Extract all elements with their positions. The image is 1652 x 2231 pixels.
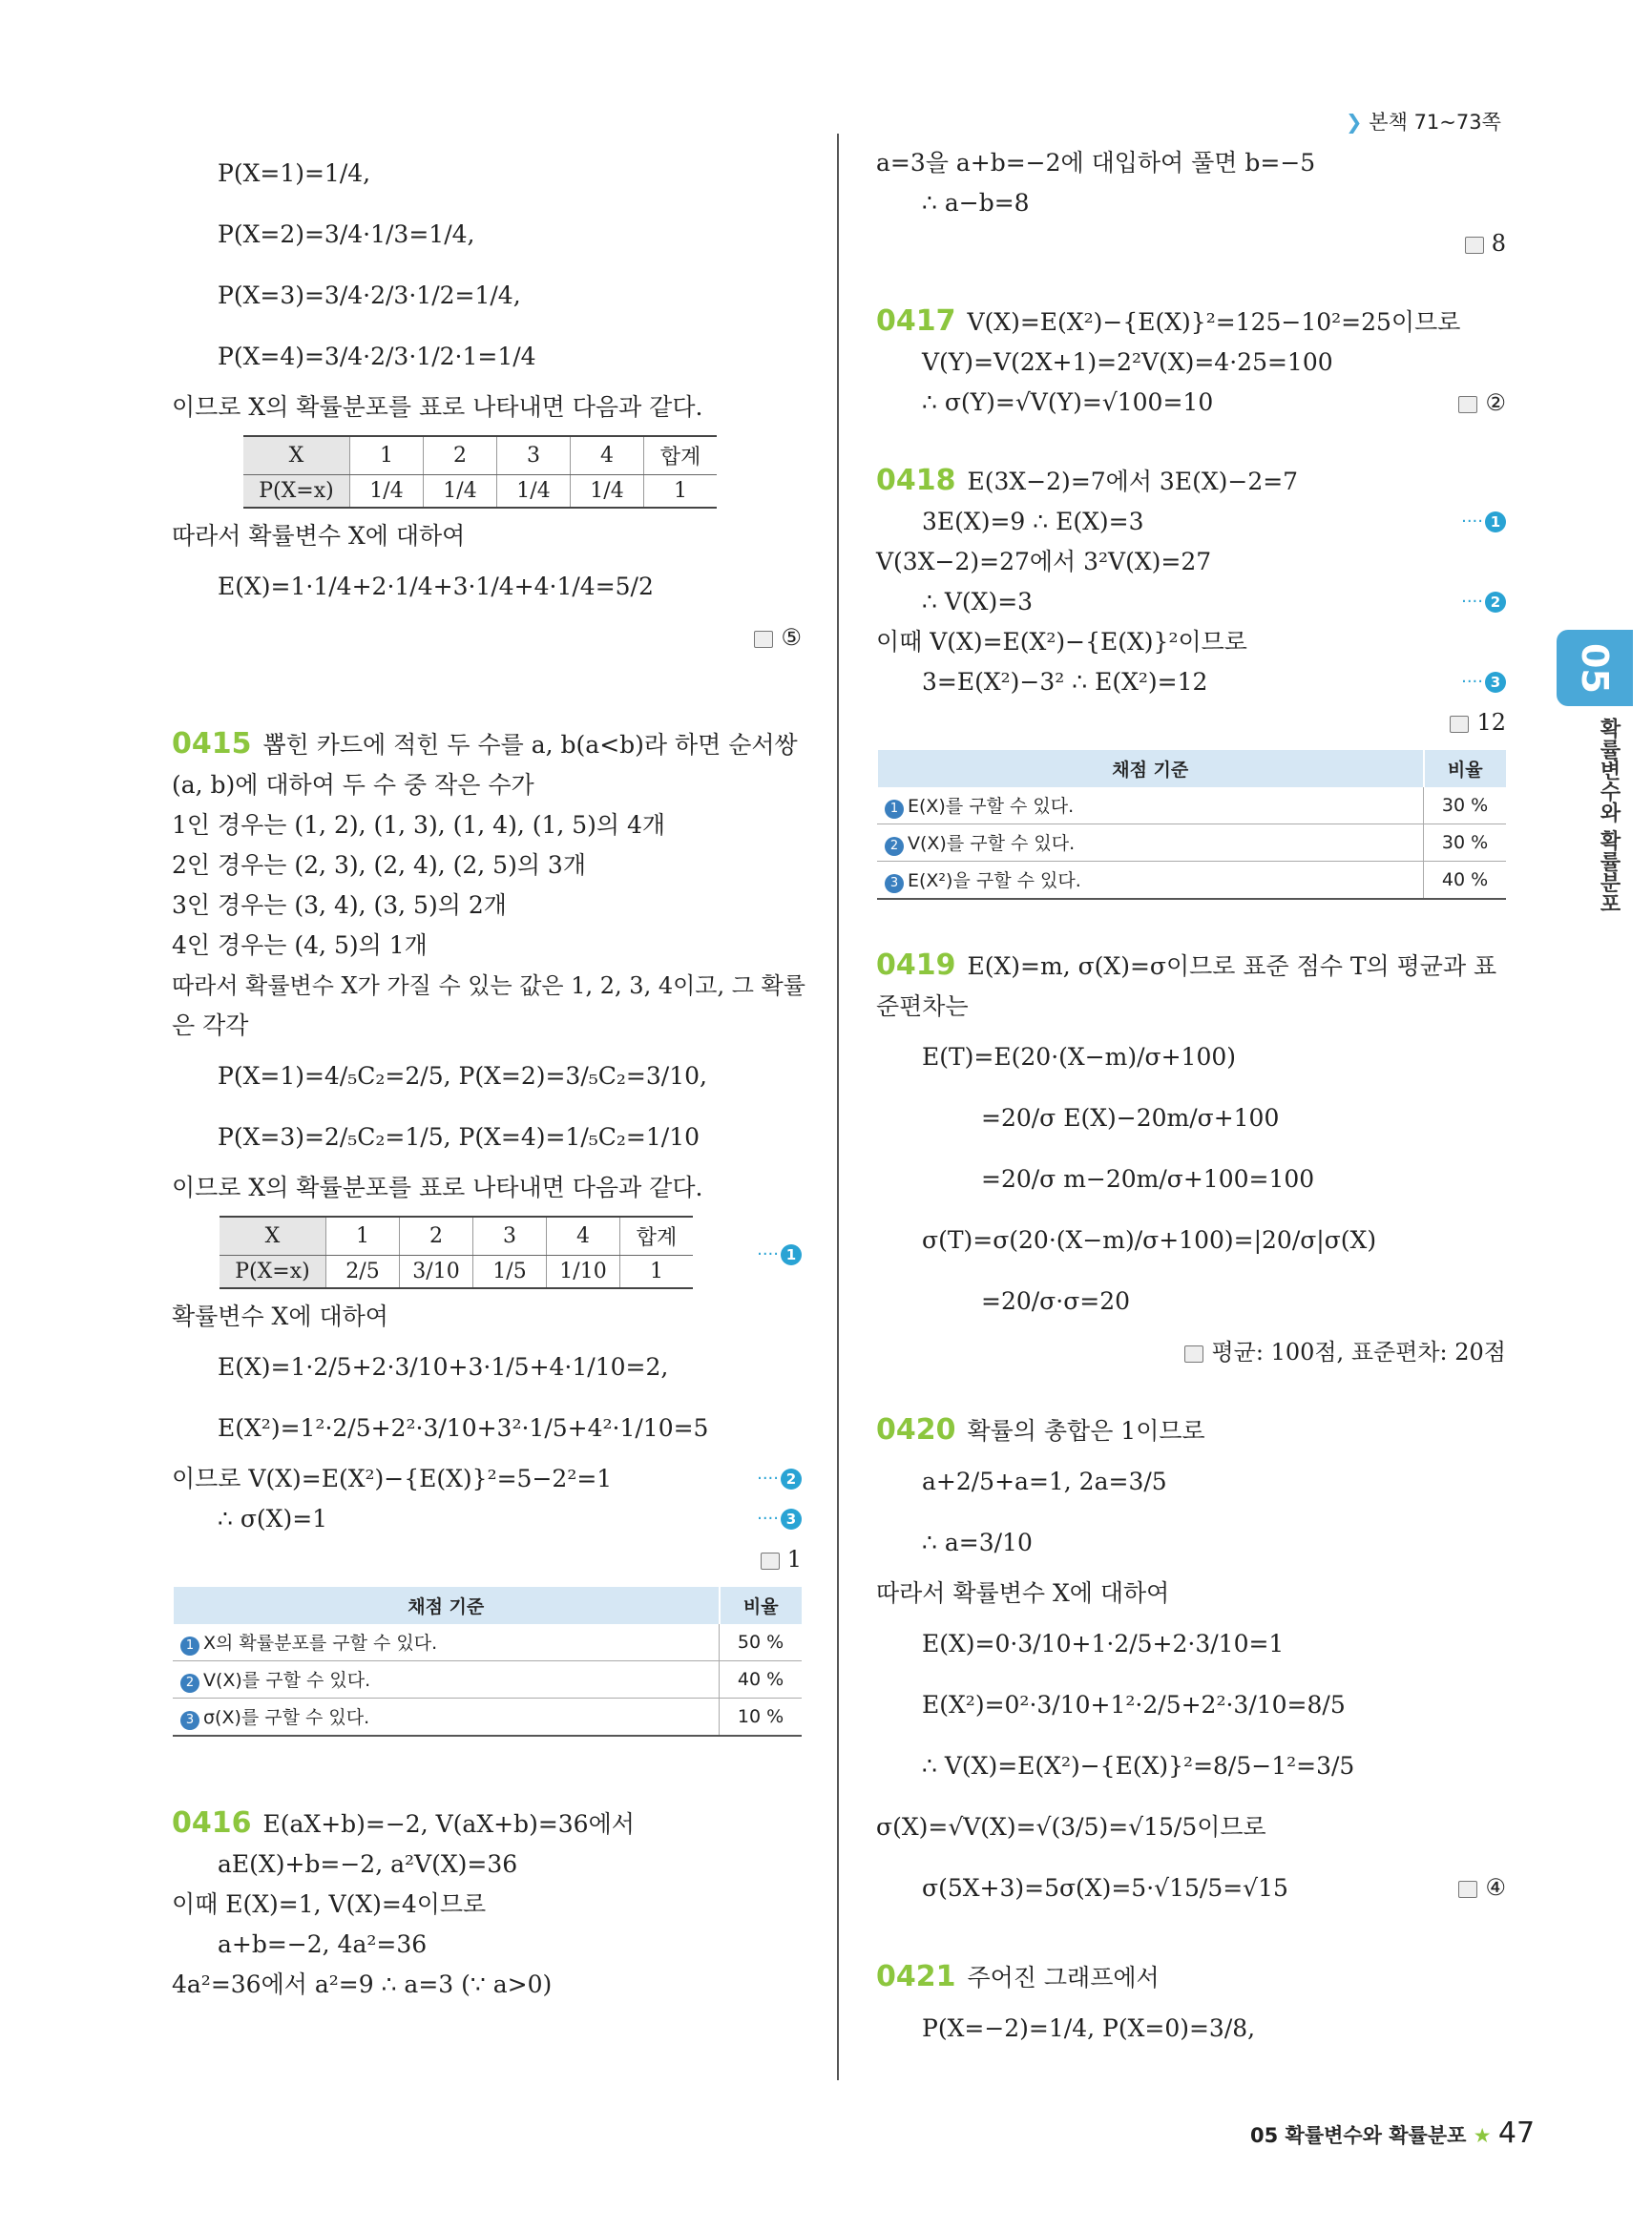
problem-number: 0416 (172, 1806, 252, 1840)
text-line: 이므로 X의 확률분포를 표로 나타내면 다음과 같다. (172, 1174, 703, 1201)
table-cell: 3 (497, 436, 571, 475)
grading-table: 채점 기준 비율 1 E(X)를 구할 수 있다. 30 % 2 V(X)를 구할 수 있다. 30 % 3 E(X²)을 구할 수 있다. 40 % (876, 750, 1506, 900)
text-line: E(aX+b)=−2, V(aX+b)=36에서 (262, 1810, 635, 1838)
column-divider (837, 134, 839, 2080)
problem-number: 0417 (876, 304, 956, 338)
answer: ④ (1458, 1867, 1506, 1908)
eq-line: 3=E(X²)−3² ∴ E(X²)=12 (922, 668, 1208, 696)
table-cell: 1 (620, 1256, 694, 1289)
answer-icon (1458, 396, 1477, 413)
text-line: 2인 경우는 (2, 3), (2, 4), (2, 5)의 3개 (172, 851, 586, 879)
text-line: V(X)=E(X²)−{E(X)}²=125−10²=25이므로 (967, 308, 1461, 336)
table-cell: 3 (473, 1217, 547, 1256)
grading-item: 2 V(X)를 구할 수 있다. (173, 1661, 720, 1699)
answer: 8 (876, 223, 1506, 263)
text-line: 확률변수 X에 대하여 (172, 1303, 388, 1330)
distribution-table (220, 1216, 693, 1289)
eq-line: V(Y)=V(2X+1)=2²V(X)=4·25=100 (922, 348, 1333, 376)
eq-line: =20/σ m−20m/σ+100=100 (981, 1165, 1315, 1193)
step-marker-2: ···· 2 (1461, 582, 1506, 622)
eq-line: P(X=4)=3/4·2/3·1/2·1=1/4 (218, 343, 536, 370)
eq-line: ∴ σ(X)=1 (218, 1505, 328, 1533)
table-cell: 4 (571, 436, 644, 475)
text-line: 따라서 확률변수 X가 가질 수 있는 값은 1, 2, 3, 4이고, 그 확률 (172, 972, 805, 999)
page-footer (1250, 2116, 1535, 2150)
eq-line: P(X=2)=3/4·1/3=1/4, (218, 220, 475, 248)
eq-line: σ(T)=σ(20·(X−m)/σ+100)=|20/σ|σ(X) (922, 1226, 1377, 1254)
table-cell: 3/10 (400, 1256, 473, 1289)
text-line: 1인 경우는 (1, 2), (1, 3), (1, 4), (1, 5)의 4개 (172, 811, 666, 839)
table-cell: 1 (326, 1217, 400, 1256)
answer-icon (1458, 1881, 1477, 1898)
grading-item: 3 E(X²)을 구할 수 있다. (877, 862, 1424, 900)
answer-icon (1184, 1345, 1203, 1363)
chapter-tab (1557, 630, 1652, 916)
eq-line: E(X)=1·1/4+2·1/4+3·1/4+4·1/4=5/2 (218, 573, 654, 600)
step-marker-1: ···· 1 (1461, 502, 1506, 542)
eq-line: ∴ a−b=8 (922, 189, 1030, 217)
text-line: (a, b)에 대하여 두 수 중 작은 수가 (172, 771, 534, 799)
problem-number: 0418 (876, 464, 956, 497)
text-line: 주어진 그래프에서 (967, 1964, 1160, 1991)
text-line: 이때 V(X)=E(X²)−{E(X)}²이므로 (876, 628, 1247, 656)
table-cell: 1/5 (473, 1256, 547, 1289)
eq-line: aE(X)+b=−2, a²V(X)=36 (218, 1850, 518, 1878)
table-cell: 합계 (644, 436, 718, 475)
table-cell: P(X=x) (243, 475, 350, 509)
circle-number-icon: 2 (885, 837, 904, 856)
eq-line: ∴ V(X)=E(X²)−{E(X)}²=8/5−1²=3/5 (922, 1752, 1355, 1780)
header-pages: 71~73쪽 (1413, 111, 1501, 134)
text-line: 따라서 확률변수 X에 대하여 (876, 1579, 1170, 1607)
chevron-right-icon: ❯ (1346, 111, 1363, 134)
eq-line: σ(5X+3)=5σ(X)=5·√15/5=√15 (922, 1874, 1288, 1902)
answer: 1 (172, 1539, 802, 1579)
eq-line: P(X=1)=1/4, (218, 159, 371, 187)
distribution-table (243, 435, 717, 509)
eq-line: E(X²)=0²·3/10+1²·2/5+2²·3/10=8/5 (922, 1691, 1346, 1719)
eq-line: ∴ V(X)=3 (922, 588, 1034, 615)
table-cell: X (220, 1217, 326, 1256)
text-line: 은 각각 (172, 1011, 249, 1039)
text-line: V(3X−2)=27에서 3²V(X)=27 (876, 548, 1212, 575)
eq-line: 이므로 V(X)=E(X²)−{E(X)}²=5−2²=1 (172, 1465, 613, 1492)
problem-number: 0421 (876, 1960, 956, 1993)
text-line: 뽑힌 카드에 적힌 두 수를 a, b(a<b)라 하면 순서쌍 (262, 731, 798, 759)
eq-line: a+2/5+a=1, 2a=3/5 (922, 1468, 1167, 1495)
table-cell: 1 (644, 475, 718, 509)
left-column (172, 143, 805, 2005)
answer: ⑤ (172, 617, 802, 657)
right-column (876, 143, 1506, 2059)
eq-line: P(X=3)=2/₅C₂=1/5, P(X=4)=1/₅C₂=1/10 (218, 1123, 701, 1151)
eq-line: E(X)=0·3/10+1·2/5+2·3/10=1 (922, 1630, 1285, 1658)
table-cell: 2 (424, 436, 497, 475)
chapter-title: 확률변수와 확률분포 (1597, 718, 1621, 914)
answer: ② (1458, 383, 1506, 423)
table-cell: 1/4 (497, 475, 571, 509)
table-cell: 2/5 (326, 1256, 400, 1289)
eq-line: ∴ a=3/10 (922, 1529, 1033, 1556)
grading-item: 3 σ(X)를 구할 수 있다. (173, 1699, 720, 1737)
eq-line: P(X=3)=3/4·2/3·1/2=1/4, (218, 281, 521, 309)
table-cell: P(X=x) (220, 1256, 326, 1289)
step-marker-1: ···· 1 (757, 1244, 802, 1265)
step-marker-3: ···· 3 (757, 1499, 802, 1539)
table-cell: 1 (350, 436, 424, 475)
eq-line: E(X)=1·2/5+2·3/10+3·1/5+4·1/10=2, (218, 1353, 669, 1381)
text-line: E(X)=m, σ(X)=σ이므로 표준 점수 T의 평균과 표 (967, 952, 1497, 980)
eq-line: P(X=1)=4/₅C₂=2/5, P(X=2)=3/₅C₂=3/10, (218, 1062, 707, 1090)
circle-number-icon: 1 (885, 800, 904, 819)
eq-line: E(T)=E(20·(X−m)/σ+100) (922, 1043, 1237, 1071)
star-icon: ★ (1473, 2124, 1492, 2147)
page-number: 47 (1497, 2116, 1536, 2150)
answer: 12 (876, 702, 1506, 742)
text-line: 4인 경우는 (4, 5)의 1개 (172, 931, 428, 959)
answer: 평균: 100점, 표준편차: 20점 (876, 1332, 1506, 1372)
eq-line: E(X²)=1²·2/5+2²·3/10+3²·1/5+4²·1/10=5 (218, 1414, 709, 1442)
chapter-number: 05 (1557, 630, 1633, 706)
table-cell: 4 (547, 1217, 620, 1256)
circle-number-icon: 2 (180, 1674, 199, 1693)
header-label: 본책 (1369, 111, 1408, 134)
text-line: 따라서 확률변수 X에 대하여 (172, 522, 466, 550)
text-line: 3인 경우는 (3, 4), (3, 5)의 2개 (172, 891, 507, 919)
eq-line: ∴ σ(Y)=√V(Y)=√100=10 (922, 388, 1214, 416)
answer-icon (1450, 716, 1469, 733)
problem-number: 0419 (876, 949, 956, 982)
table-cell: 1/4 (350, 475, 424, 509)
text-line: 준편차는 (876, 992, 969, 1020)
text-line: 이므로 X의 확률분포를 표로 나타내면 다음과 같다. (172, 393, 703, 421)
eq-line: 3E(X)=9 ∴ E(X)=3 (922, 508, 1144, 535)
table-cell: 1/10 (547, 1256, 620, 1289)
table-cell: 1/4 (571, 475, 644, 509)
answer-icon (754, 631, 773, 648)
text-line: 확률의 총합은 1이므로 (967, 1417, 1205, 1445)
grading-item: 2 V(X)를 구할 수 있다. (877, 824, 1424, 862)
table-cell: 2 (400, 1217, 473, 1256)
table-cell: X (243, 436, 350, 475)
problem-number: 0420 (876, 1413, 956, 1447)
circle-number-icon: 3 (885, 874, 904, 893)
circle-number-icon: 1 (180, 1637, 199, 1656)
grading-item: 1 E(X)를 구할 수 있다. (877, 787, 1424, 824)
text-line: 이때 E(X)=1, V(X)=4이므로 (172, 1890, 487, 1918)
eq-line: =20/σ E(X)−20m/σ+100 (981, 1104, 1280, 1132)
eq-line: a+b=−2, 4a²=36 (218, 1930, 428, 1958)
grading-table: 채점 기준 비율 1 X의 확률분포를 구할 수 있다. 50 % 2 V(X)를 구할 수 있다. 40 % 3 σ(X)를 구할 수 있다. 10 % (172, 1587, 802, 1737)
problem-number: 0415 (172, 727, 252, 761)
table-cell: 1/4 (424, 475, 497, 509)
grading-item: 1 X의 확률분포를 구할 수 있다. (173, 1624, 720, 1661)
circle-number-icon: 3 (180, 1711, 199, 1730)
text-line: E(3X−2)=7에서 3E(X)−2=7 (967, 468, 1299, 495)
step-marker-3: ···· 3 (1461, 662, 1506, 702)
footer-chapter: 05 확률변수와 확률분포 (1250, 2124, 1467, 2147)
eq-line: P(X=−2)=1/4, P(X=0)=3/8, (922, 2014, 1256, 2042)
page-reference (1346, 107, 1501, 136)
text-line: a=3을 a+b=−2에 대입하여 풀면 b=−5 (876, 149, 1316, 177)
step-marker-2: ···· 2 (757, 1459, 802, 1499)
eq-line: σ(X)=√V(X)=√(3/5)=√15/5이므로 (876, 1813, 1266, 1841)
table-cell: 합계 (620, 1217, 694, 1256)
answer-icon (1465, 237, 1484, 254)
answer-icon (761, 1553, 780, 1570)
text-line: 4a²=36에서 a²=9 ∴ a=3 (∵ a>0) (172, 1970, 553, 1998)
eq-line: =20/σ·σ=20 (981, 1287, 1131, 1315)
